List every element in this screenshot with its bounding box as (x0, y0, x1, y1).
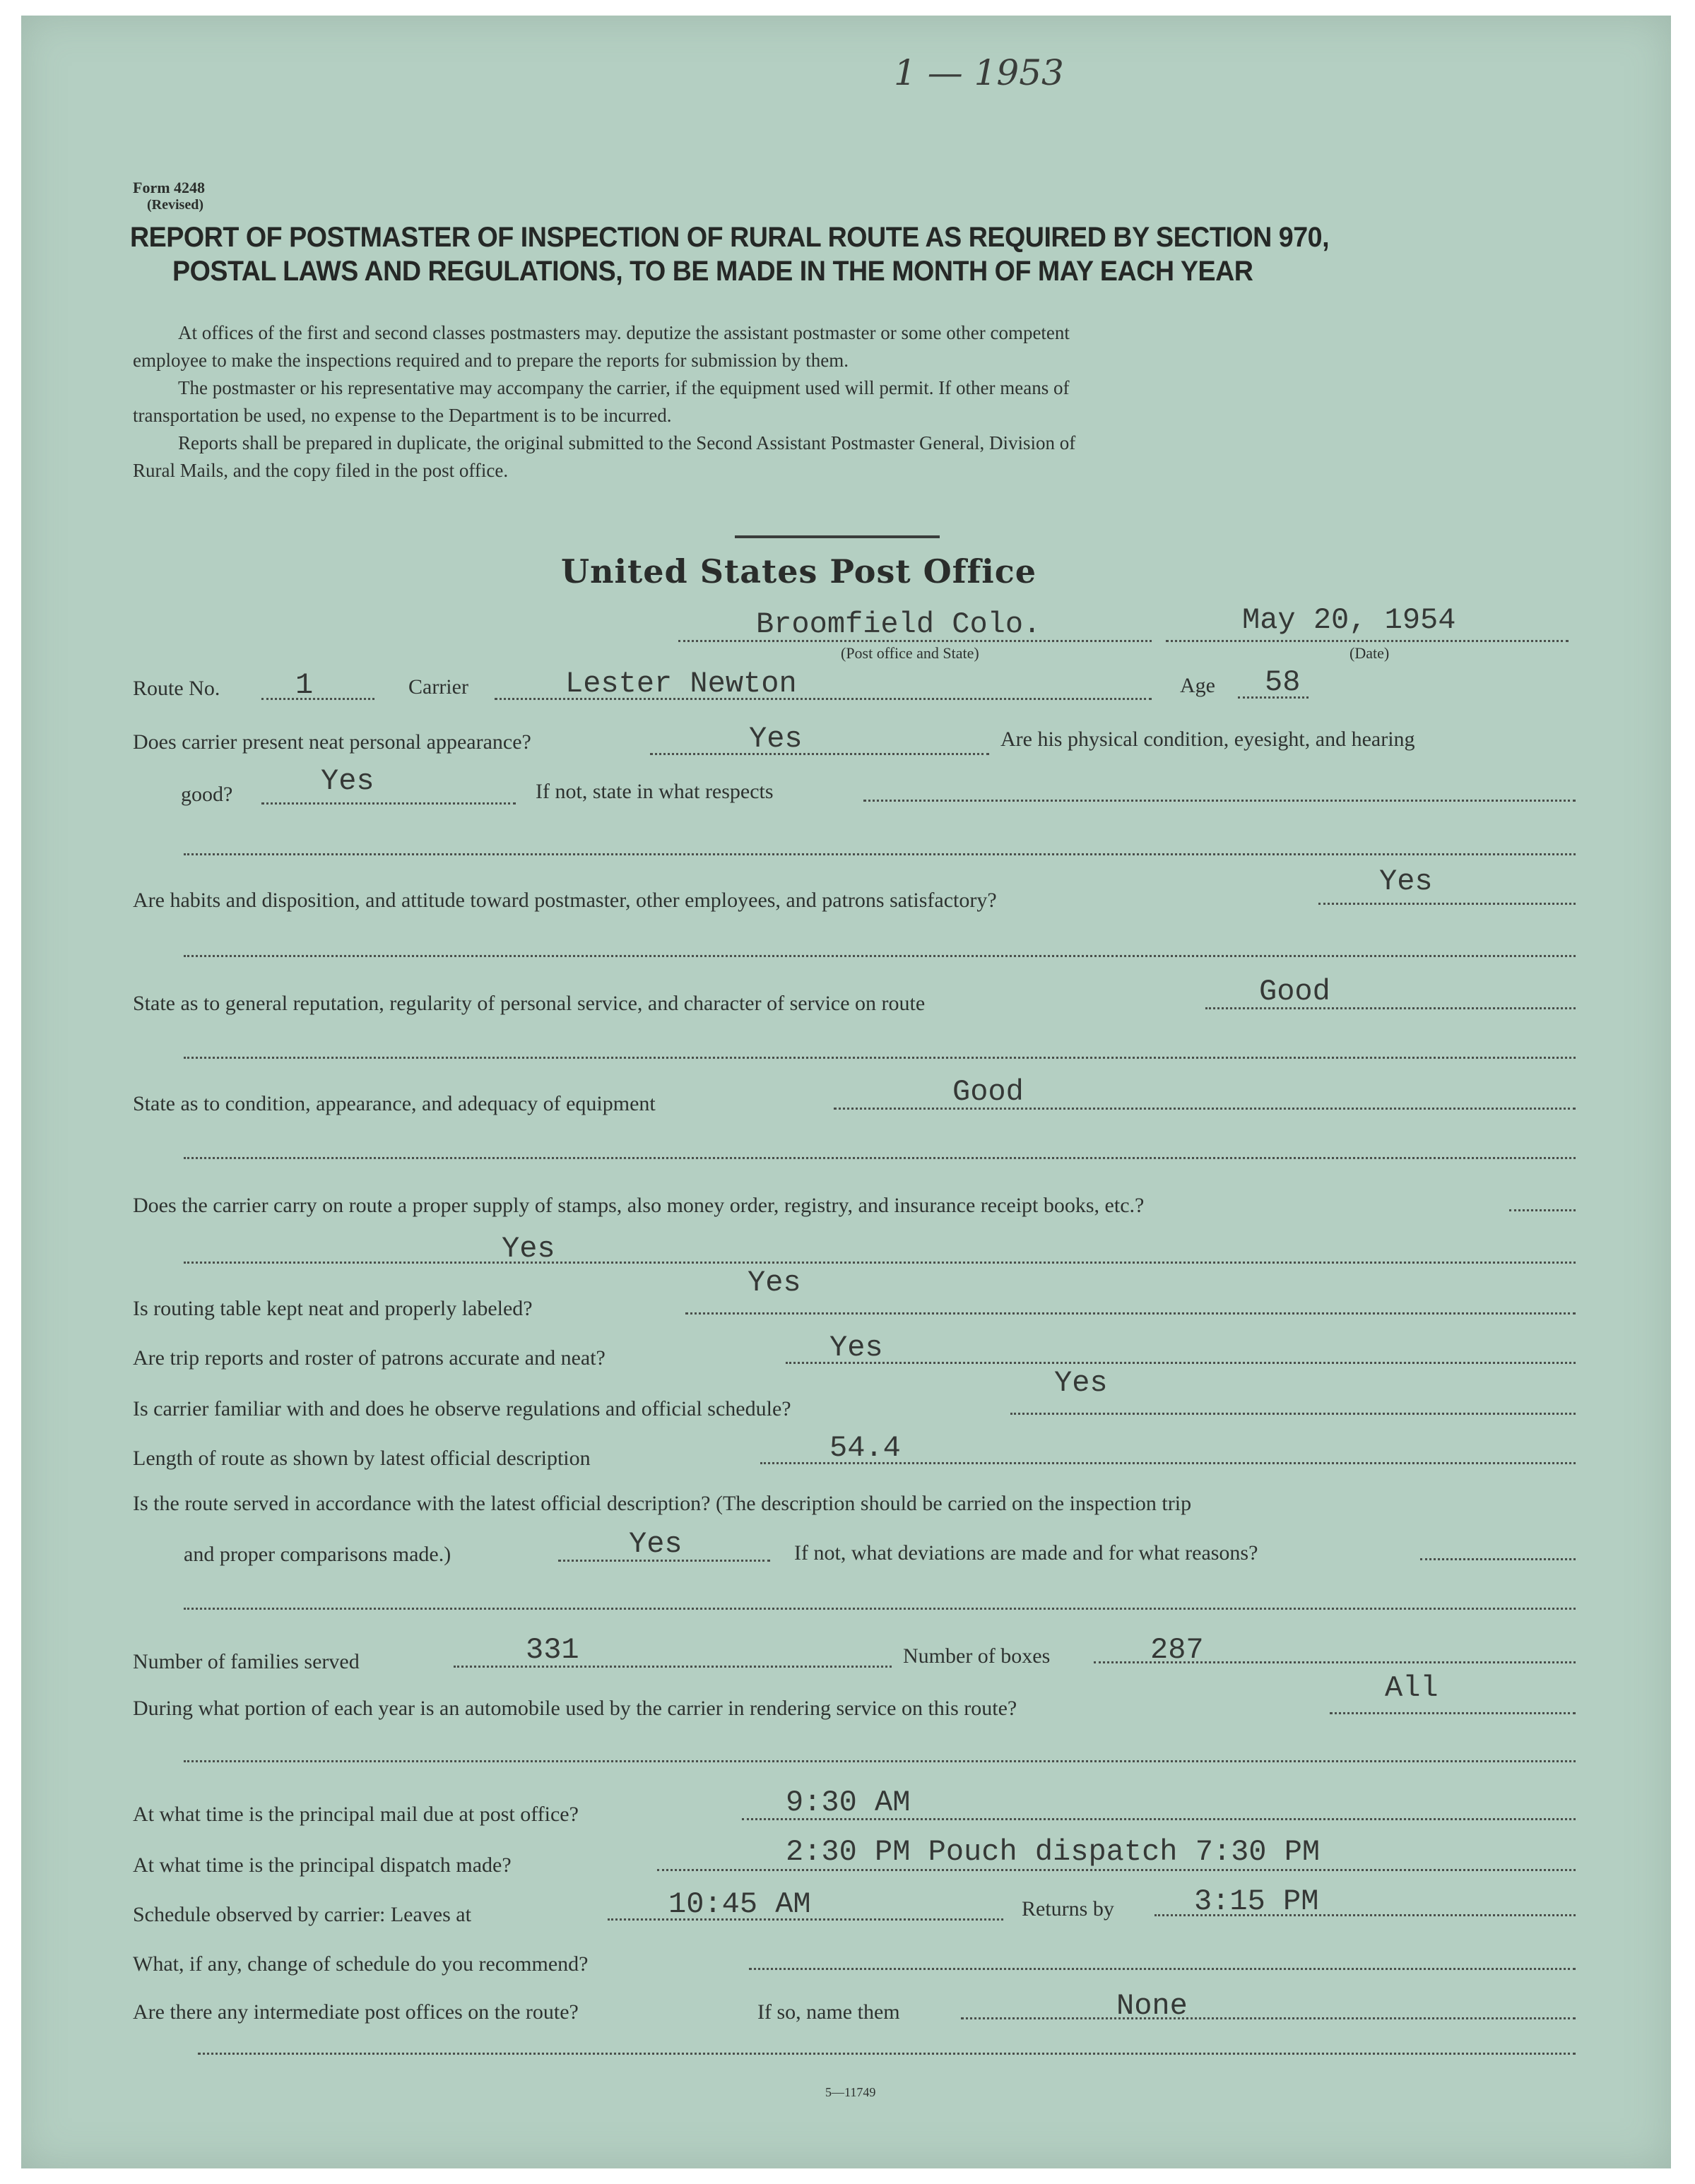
mail-due-question: At what time is the principal mail due at post office? (133, 1803, 579, 1826)
instruction-2a: The postmaster or his representative may accompany the carrier, if the equipment used will permit. If other means of (178, 377, 1070, 398)
change-question: What, if any, change of schedule do you recommend? (133, 1952, 589, 1976)
footer-code: 5—11749 (825, 2085, 876, 2099)
families-question: Number of families served (133, 1650, 360, 1673)
trip-answer: Yes (829, 1331, 883, 1365)
returns-question: Returns by (1022, 1897, 1114, 1921)
age-label: Age (1180, 674, 1215, 697)
boxes-question: Number of boxes (903, 1644, 1051, 1668)
equipment-question: State as to condition, appearance, and adequacy of equipment (133, 1092, 656, 1115)
habits-question: Are habits and disposition, and attitude toward postmaster, other employees, and patrons satisfactory? (133, 889, 997, 912)
returns-answer: 3:15 PM (1194, 1885, 1319, 1918)
if-not-question: If not, state in what respects (536, 780, 774, 803)
supply-answer: Yes (502, 1232, 555, 1266)
habits-answer: Yes (1379, 865, 1433, 898)
physical-answer: Yes (321, 764, 374, 798)
physical-question-1: Are his physical condition, eyesight, and hearing (1000, 728, 1415, 751)
instruction-1b: employee to make the inspections required and to prepare the reports for submission by them. (133, 350, 849, 371)
dispatch-question: At what time is the principal dispatch made? (133, 1853, 512, 1877)
instruction-2b: transportation be used, no expense to the Department is to be incurred. (133, 405, 672, 426)
intermediate-question: Are there any intermediate post offices on the route? (133, 2000, 579, 2024)
route-label: Route No. (133, 677, 220, 700)
age-value: 58 (1265, 665, 1301, 699)
served-answer: Yes (629, 1527, 683, 1561)
form-sheet (21, 16, 1671, 2168)
dispatch-answer: 2:30 PM Pouch dispatch 7:30 PM (786, 1835, 1321, 1869)
instruction-3b: Rural Mails, and the copy filed in the post office. (133, 460, 509, 481)
physical-question-2: good? (181, 783, 233, 806)
handwritten-annotation: 1 — 1953 (894, 52, 1064, 93)
equipment-answer: Good (952, 1075, 1024, 1109)
mail-due-answer: 9:30 AM (786, 1786, 911, 1820)
office-heading: United States Post Office (561, 552, 1037, 590)
routing-question: Is routing table kept neat and properly labeled? (133, 1297, 533, 1320)
post-office-caption: (Post office and State) (841, 644, 979, 662)
deviation-question: If not, what deviations are made and for what reasons? (794, 1541, 1258, 1565)
trip-question: Are trip reports and roster of patrons accurate and neat? (133, 1346, 606, 1370)
served-question-1: Is the route served in accordance with the latest official description? (The description should be carried on the inspection trip (133, 1492, 1192, 1515)
form-revised: (Revised) (147, 197, 203, 213)
instruction-1a: At offices of the first and second classes postmasters may. deputize the assistant postmaster or some other competent (178, 322, 1070, 343)
form-number: Form 4248 (133, 179, 206, 196)
carrier-label: Carrier (408, 675, 468, 699)
leaves-question: Schedule observed by carrier: Leaves at (133, 1903, 471, 1926)
reputation-question: State as to general reputation, regularity of personal service, and character of service on route (133, 992, 926, 1015)
carrier-value: Lester Newton (565, 667, 797, 701)
served-question-2: and proper comparisons made.) (184, 1543, 451, 1566)
reputation-answer: Good (1259, 975, 1330, 1009)
instruction-3a: Reports shall be prepared in duplicate, the original submitted to the Second Assistant Postmaster General, Division of (178, 432, 1076, 453)
appearance-answer: Yes (749, 722, 803, 756)
routing-answer: Yes (748, 1266, 801, 1300)
form-title-line1: REPORT OF POSTMASTER OF INSPECTION OF RURAL ROUTE AS REQUIRED BY SECTION 970, (130, 222, 1330, 253)
length-answer: 54.4 (829, 1431, 901, 1465)
route-value: 1 (295, 668, 314, 702)
appearance-question: Does carrier present neat personal appearance? (133, 730, 531, 754)
supply-question: Does the carrier carry on route a proper supply of stamps, also money order, registry, and insurance receipt books, etc.? (133, 1194, 1145, 1217)
leaves-answer: 10:45 AM (668, 1887, 811, 1921)
form-title-line2: POSTAL LAWS AND REGULATIONS, TO BE MADE IN THE MONTH OF MAY EACH YEAR (172, 256, 1253, 287)
regs-answer: Yes (1054, 1366, 1108, 1400)
regs-question: Is carrier familiar with and does he observe regulations and official schedule? (133, 1397, 791, 1420)
auto-question: During what portion of each year is an automobile used by the carrier in rendering service on this route? (133, 1697, 1017, 1720)
date-value: May 20, 1954 (1242, 603, 1456, 637)
date-caption: (Date) (1349, 644, 1390, 662)
intermediate-answer: None (1116, 1989, 1188, 2023)
post-office-value: Broomfield Colo. (756, 607, 1041, 641)
auto-answer: All (1385, 1671, 1439, 1705)
families-answer: 331 (526, 1633, 579, 1667)
boxes-answer: 287 (1150, 1633, 1204, 1667)
intermediate-question-2: If so, name them (757, 2000, 900, 2024)
length-question: Length of route as shown by latest official description (133, 1447, 591, 1470)
heading-divider (735, 535, 940, 538)
